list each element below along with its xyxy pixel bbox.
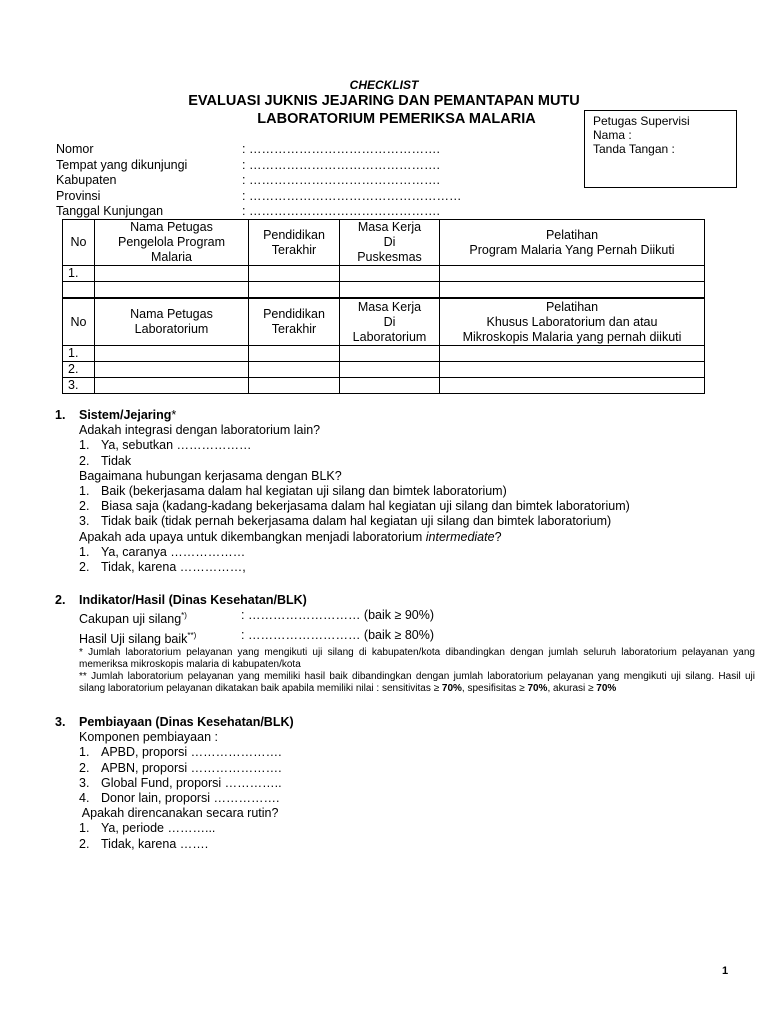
question-kerjasama-blk: Bagaimana hubungan kerjasama dengan BLK? <box>79 468 342 483</box>
question-integrasi: Adakah integrasi dengan laboratorium lain? <box>79 423 321 438</box>
option-item: 2. Biasa saja (kadang-kadang bekerjasama dalam hal kegiatan uji silang dan bimtek laboratorium) <box>79 499 630 514</box>
meta-row-nomor <box>56 142 461 158</box>
meta-row-tempat <box>56 158 461 174</box>
table-cell <box>340 362 440 378</box>
table-row <box>63 362 705 378</box>
section-heading: 2. Indikator/Hasil (Dinas Kesehatan/BLK) <box>55 593 307 607</box>
col-header-training: Pelatihan Program Malaria Yang Pernah Diikuti <box>440 220 705 266</box>
col-header-name: Nama Petugas Pengelola Program Malaria <box>95 220 249 266</box>
table-cell <box>340 346 440 362</box>
section-heading: 3. Pembiayaan (Dinas Kesehatan/BLK) <box>55 715 294 729</box>
table-cell <box>95 378 249 394</box>
row-number: 3. <box>63 378 95 394</box>
table-row <box>63 346 705 362</box>
row-number: 1. <box>63 346 95 362</box>
meta-value: : ………………………………………. <box>242 157 440 172</box>
meta-value: : ………………………………………. <box>242 204 440 218</box>
section-sistem-jejaring <box>55 408 630 575</box>
footnote-cakupan: * Jumlah laboratorium pelayanan yang mengikuti uji silang di kabupaten/kota dibandingkan dengan jumlah seluruh laboratorium pelayanan yang memeriksa mikroskopis malaria di kabupaten/kota <box>79 646 755 670</box>
meta-row-provinsi <box>56 189 461 205</box>
supervisor-signature-label: Tanda Tangan : <box>593 142 675 156</box>
col-header-tenure: Masa Kerja Di Puskesmas <box>340 220 440 266</box>
document-title-line2: LABORATORIUM PEMERIKSA MALARIA <box>257 111 536 127</box>
table-cell <box>440 346 705 362</box>
col-header-no: No <box>63 220 95 266</box>
lab-staff-table <box>62 298 705 394</box>
table-cell <box>249 362 340 378</box>
option-item: 1. APBD, proporsi …………………. <box>79 745 282 760</box>
table-cell <box>95 346 249 362</box>
option-item: 3. Tidak baik (tidak pernah bekerjasama dalam hal kegiatan uji silang dan bimtek laboratorium) <box>79 514 612 529</box>
meta-value: : ………………………………………. <box>242 142 440 156</box>
table-header-row <box>63 220 705 266</box>
table-cell <box>95 362 249 378</box>
meta-row-kabupaten <box>56 173 461 189</box>
meta-label: Kabupaten <box>56 173 117 187</box>
page-number: 1 <box>722 965 729 977</box>
meta-label: Tanggal Kunjungan <box>56 204 164 218</box>
row-number <box>63 282 95 298</box>
indicator-row-hasil-baik: Hasil Uji silang baik**) : ……………………… (baik ≥ 80%) <box>79 627 434 646</box>
table-cell <box>440 362 705 378</box>
option-item: 2. Tidak, karena ……………, <box>79 560 246 575</box>
meta-row-tanggal <box>56 204 461 220</box>
table-row <box>63 282 705 298</box>
col-header-name: Nama Petugas Laboratorium <box>95 299 249 346</box>
col-header-no: No <box>63 299 95 346</box>
meta-value: : ………………………………………. <box>242 173 440 187</box>
table-row <box>63 378 705 394</box>
indicator-row-cakupan: Cakupan uji silang*) : ……………………… (baik ≥ 90%) <box>79 608 434 627</box>
visit-info <box>56 142 461 220</box>
row-number: 2. <box>63 362 95 378</box>
checklist-label: CHECKLIST <box>349 78 419 92</box>
table-cell <box>440 282 705 298</box>
meta-label: Tempat yang dikunjungi <box>56 157 188 172</box>
document-title-line1: EVALUASI JUKNIS JEJARING DAN PEMANTAPAN MUTU <box>188 93 580 109</box>
table-cell <box>249 378 340 394</box>
section-pembiayaan <box>55 715 294 852</box>
table-row <box>63 266 705 282</box>
option-item: 4. Donor lain, proporsi ……………. <box>79 791 280 806</box>
col-header-education: Pendidikan Terakhir <box>249 299 340 346</box>
supervisor-name-label: Nama : <box>593 128 632 142</box>
table-cell <box>249 266 340 282</box>
option-item: 2. Tidak, karena ……. <box>79 836 209 851</box>
option-item: 3. Global Fund, proporsi ………….. <box>79 775 282 790</box>
option-item: 1. Baik (bekerjasama dalam hal kegiatan uji silang dan bimtek laboratorium) <box>79 484 507 499</box>
option-item: 1. Ya, sebutkan ……………… <box>79 438 252 453</box>
question-rutin: Apakah direncanakan secara rutin? <box>79 806 279 821</box>
option-item: 1. Ya, periode ………... <box>79 821 216 836</box>
table-header-row <box>63 299 705 346</box>
table-cell <box>95 282 249 298</box>
table-cell <box>340 282 440 298</box>
table-cell <box>340 378 440 394</box>
supervisor-label: Petugas Supervisi <box>593 114 690 128</box>
meta-label: Provinsi <box>56 188 101 203</box>
row-number: 1. <box>63 266 95 282</box>
section-heading: 1. Sistem/Jejaring* <box>55 408 177 422</box>
col-header-training: Pelatihan Khusus Laboratorium dan atau Mikroskopis Malaria yang pernah diikuti <box>440 299 705 346</box>
question-komponen: Komponen pembiayaan : <box>79 730 218 745</box>
meta-label: Nomor <box>56 142 94 156</box>
table-cell <box>249 282 340 298</box>
table-cell <box>95 266 249 282</box>
supervisor-box <box>584 110 737 188</box>
meta-value: : …………………………………………… <box>242 188 462 203</box>
section-indikator-hasil <box>55 593 755 695</box>
program-staff-table <box>62 219 705 298</box>
table-cell <box>340 266 440 282</box>
option-item: 2. APBN, proporsi …………………. <box>79 760 282 775</box>
col-header-education: Pendidikan Terakhir <box>249 220 340 266</box>
option-item: 1. Ya, caranya ……………… <box>79 544 246 559</box>
option-item: 2. Tidak <box>79 453 132 468</box>
table-cell <box>440 378 705 394</box>
question-intermediate: Apakah ada upaya untuk dikembangkan menjadi laboratorium intermediate? <box>79 529 502 544</box>
col-header-tenure: Masa Kerja Di Laboratorium <box>340 299 440 346</box>
table-cell <box>440 266 705 282</box>
footnote-hasil-baik: ** Jumlah laboratorium pelayanan yang memiliki hasil baik dibandingkan dengan jumlah laboratorium pelayanan yang mengikuti uji silang. Hasil uji silang laboratorium pelayanan dikatakan baik apabila memiliki nilai : sensitivitas ≥ 70%, spesifisitas ≥ 70%, akurasi ≥ 70% <box>79 670 755 694</box>
table-cell <box>249 346 340 362</box>
